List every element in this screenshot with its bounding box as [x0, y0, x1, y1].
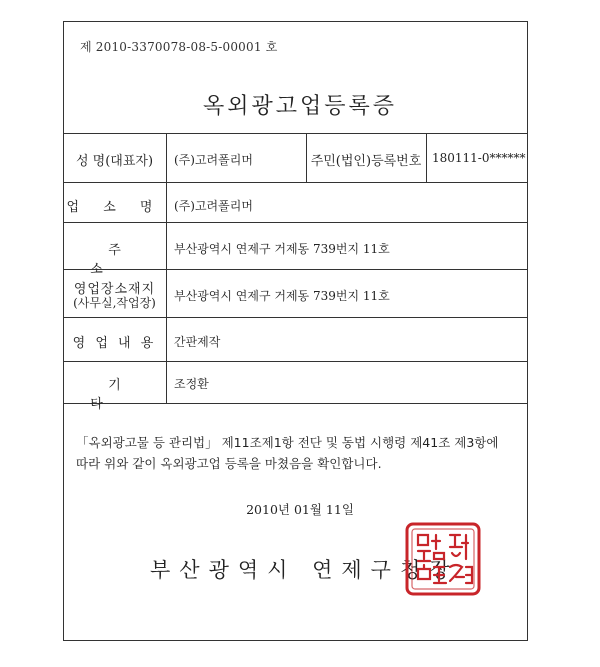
statement-line-2: 따라 위와 같이 옥외광고업 등록을 마쳤음을 확인합니다. [76, 456, 382, 471]
other-value: 조정환 [174, 377, 209, 391]
registration-no-value: 180111-0****** [432, 151, 526, 165]
business-name-value: (주)고려폴리머 [174, 199, 253, 213]
issuer-name: 부산광역시 연제구청장 [150, 558, 459, 582]
document-title: 옥외광고업등록증 [202, 94, 398, 119]
statement-line-1: 「옥외광고물 등 관리법」 제11조제1항 전단 및 동법 시행령 제41조 제3항에 [76, 435, 499, 450]
address-label: 주 소 [90, 243, 157, 277]
address-value: 부산광역시 연제구 거제동 739번지 11호 [174, 242, 390, 256]
business-name-label: 업 소 명 [66, 200, 163, 215]
other-label: 기 타 [90, 378, 157, 412]
workplace-value: 부산광역시 연제구 거제동 739번지 11호 [174, 289, 390, 303]
workplace-label-line1: 영업장소재지 [73, 282, 156, 297]
business-content-label: 영 업 내 용 [72, 336, 157, 351]
business-content-value: 간판제작 [174, 335, 221, 349]
official-seal-icon [404, 521, 482, 597]
representative-value: (주)고려폴리머 [174, 153, 253, 167]
representative-label: 성 명(대표자) [75, 154, 154, 169]
issue-date: 2010년 01월 11일 [246, 502, 354, 517]
document-number: 제 2010-3370078-08-5-00001 호 [80, 40, 278, 54]
workplace-label-line2: (사무실,작업장) [73, 296, 156, 310]
registration-no-label: 주민(법인)등록번호 [310, 154, 422, 169]
